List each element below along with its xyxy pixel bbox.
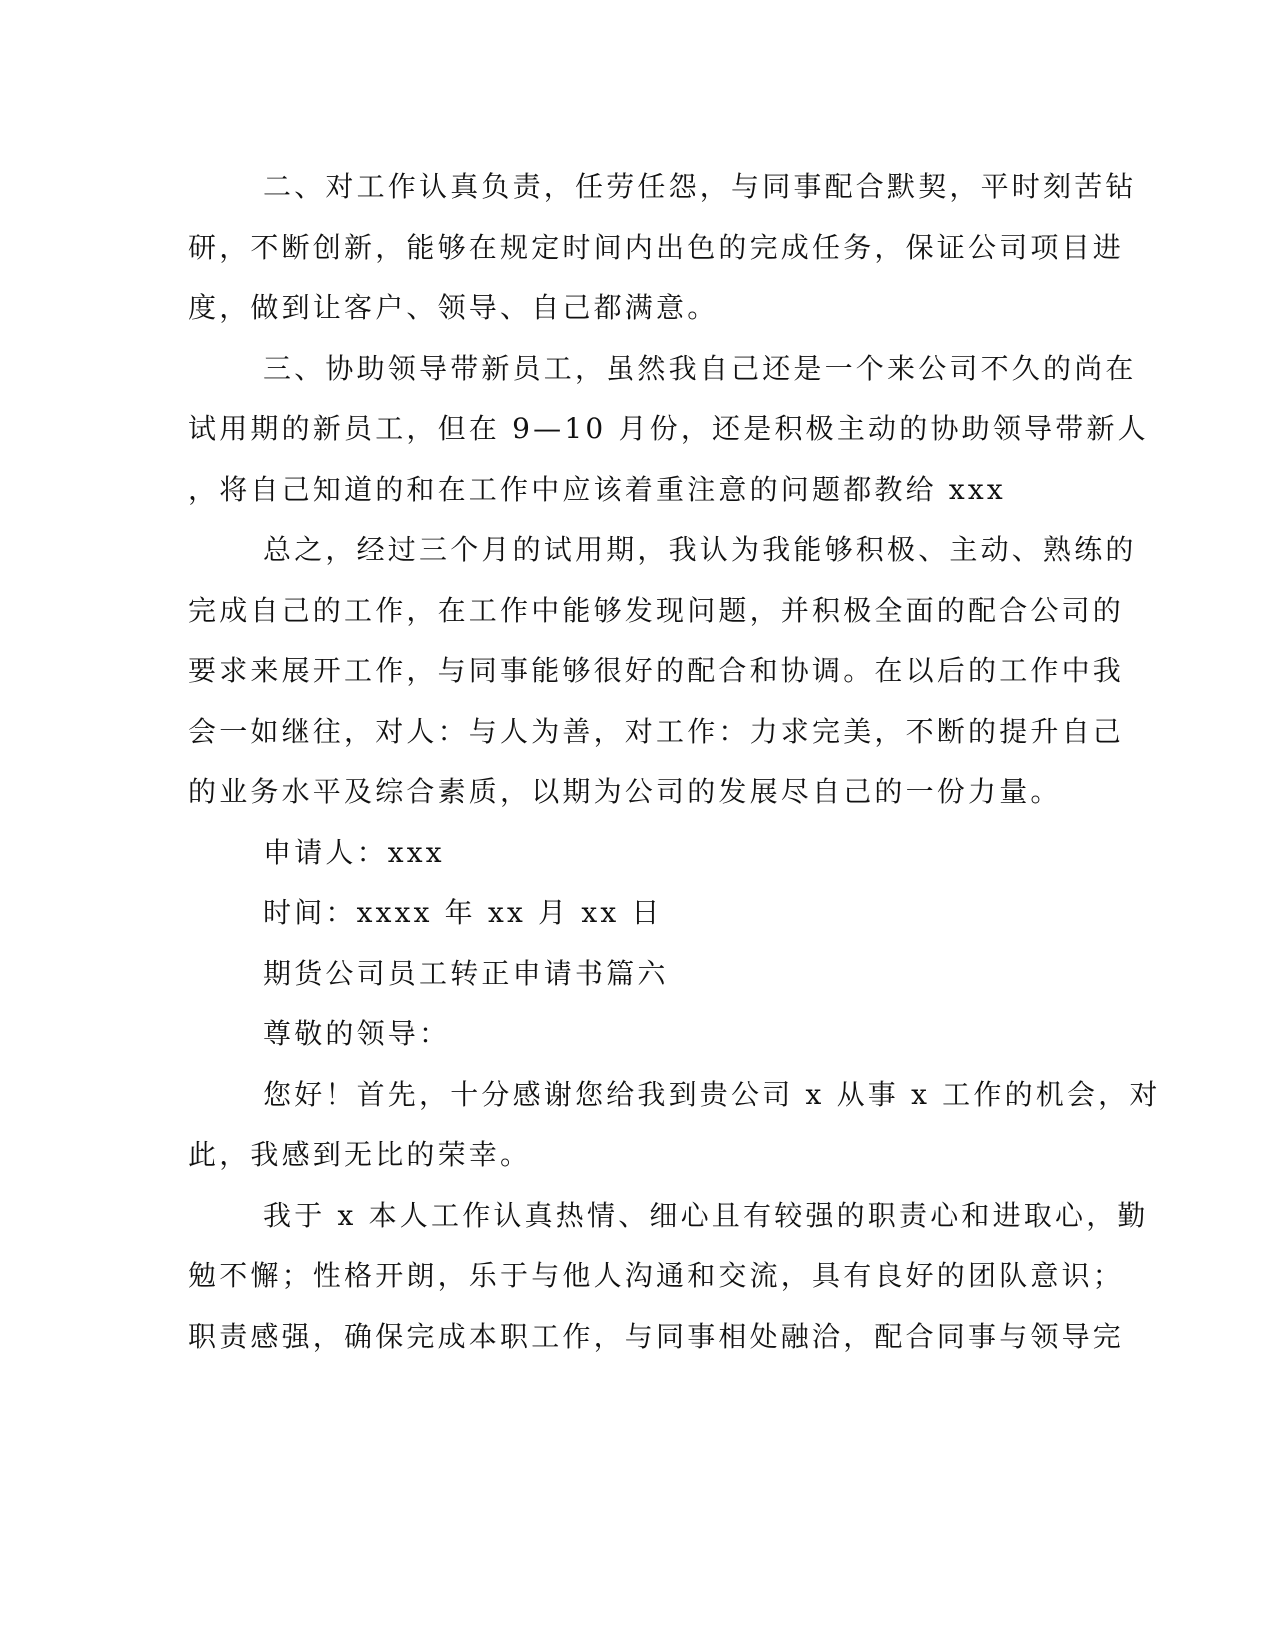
paragraph-line: 二、对工作认真负责，任劳任怨，与同事配合默契，平时刻苦钻 bbox=[263, 170, 1137, 203]
section-heading: 期货公司员工转正申请书篇六 bbox=[263, 956, 669, 990]
paragraph-line: 要求来展开工作，与同事能够很好的配合和协调。在以后的工作中我 bbox=[188, 654, 1125, 687]
paragraph-line: 试用期的新员工，但在 9—10 月份，还是积极主动的协助领导带新人 bbox=[188, 412, 1149, 445]
paragraph-line: 研，不断创新，能够在规定时间内出色的完成任务，保证公司项目进 bbox=[188, 230, 1125, 264]
paragraph-line: 职责感强，确保完成本职工作，与同事相处融洽，配合同事与领导完 bbox=[188, 1319, 1125, 1353]
paragraph-line: 我于 x 本人工作认真热情、细心且有较强的职责心和进取心，勤 bbox=[263, 1198, 1149, 1232]
paragraph-line: 总之，经过三个月的试用期，我认为我能够积极、主动、熟练的 bbox=[263, 533, 1137, 566]
paragraph-line: 度，做到让客户、领导、自己都满意。 bbox=[188, 291, 719, 324]
document-body bbox=[188, 157, 1161, 1367]
paragraph-line: 三、协助领导带新员工，虽然我自己还是一个来公司不久的尚在 bbox=[263, 351, 1137, 385]
salutation: 尊敬的领导： bbox=[263, 1017, 451, 1050]
paragraph-line: 会一如继往，对人：与人为善，对工作：力求完美，不断的提升自己 bbox=[188, 714, 1125, 748]
applicant-line: 申请人：xxx bbox=[263, 835, 445, 869]
paragraph-line: 勉不懈；性格开朗，乐于与他人沟通和交流，具有良好的团队意识； bbox=[188, 1259, 1125, 1292]
paragraph-line: 的业务水平及综合素质，以期为公司的发展尽自己的一份力量。 bbox=[188, 775, 1062, 808]
paragraph-line: 完成自己的工作，在工作中能够发现问题，并积极全面的配合公司的 bbox=[188, 593, 1125, 627]
paragraph-line: 您好！首先，十分感谢您给我到贵公司 x 从事 x 工作的机会，对 bbox=[263, 1077, 1161, 1111]
paragraph-line: ，将自己知道的和在工作中应该着重注意的问题都教给 xxx bbox=[188, 472, 1006, 506]
date-line: 时间：xxxx 年 xx 月 xx 日 bbox=[263, 896, 663, 929]
paragraph-line: 此，我感到无比的荣幸。 bbox=[188, 1138, 532, 1171]
